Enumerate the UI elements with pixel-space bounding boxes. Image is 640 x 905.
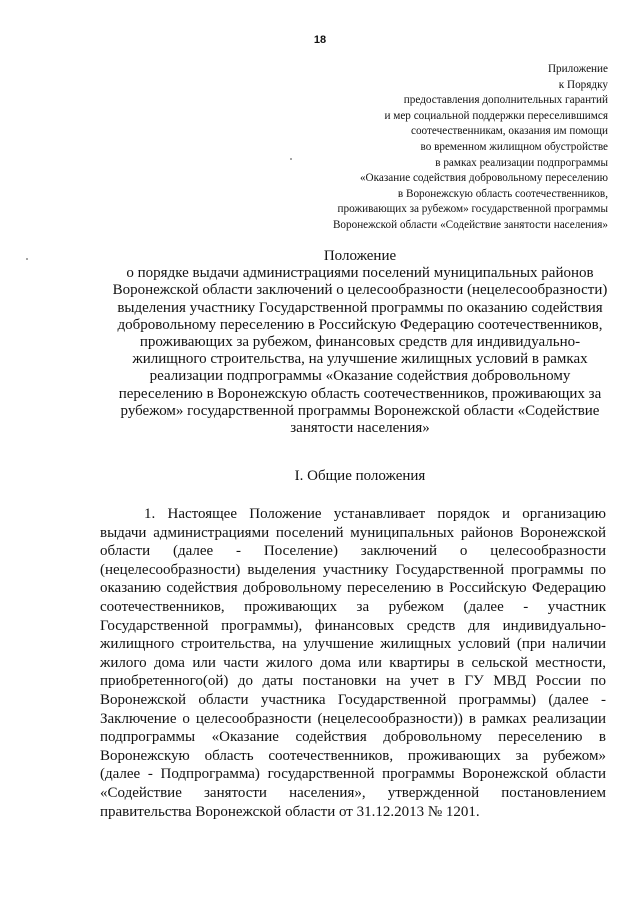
appendix-line: соотечественникам, оказания им помощи [411,125,608,138]
paragraph-line: Заключение о целесообразности (нецелесообразности)) в рамках реализации [100,710,606,727]
section-heading: I. Общие положения [294,468,426,484]
appendix-line: в рамках реализации подпрограммы [435,156,608,169]
paragraph-line: выдачи администрациями поселений муниципальных районов Воронежской [100,524,606,541]
title-line: выделения участнику Государственной программы по оказанию содействия [117,299,603,316]
appendix-line: и мер социальной поддержки переселившимся [384,109,608,122]
title-line: переселению в Воронежскую область соотечественников, проживающих за [118,385,602,402]
title-line: рубежом» государственной программы Воронежской области «Содействие [120,402,600,419]
appendix-header [268,62,608,234]
paragraph-line: области (далее - Поселение) заключений о целесообразности [100,543,606,560]
appendix-line: в Воронежскую область соотечественников, [397,187,608,200]
title-line: занятости населения» [290,420,430,437]
paragraph-line: оказанию содействия добровольному переселению в Российскую Федерацию [100,580,606,597]
appendix-line: к Порядку [558,78,608,91]
paragraph-line: «Содействие занятости населения», утвержденной постановлением [100,784,606,801]
title-line: о порядке выдачи администрациями поселений муниципальных районов [126,265,594,282]
paragraph-line: приобретенного(ой) до даты постановки на учет в ГУ МВД России по [100,673,606,690]
paragraph-line: правительства Воронежской области от 31.12.2013 № 1201. [100,803,480,820]
title-line: Положение [323,248,397,264]
paragraph-line: соотечественников, проживающих за рубежом (далее - участник [100,598,606,615]
paragraph-line: подпрограммы «Оказание содействия добровольному переселению в [100,729,606,746]
title-line: проживающих за рубежом, финансовых средств для индивидуально- [139,334,581,351]
title-line: реализации подпрограммы «Оказание содействия добровольному [149,368,571,385]
appendix-line: во временном жилищном обустройстве [420,140,608,153]
scan-speck [290,158,292,160]
scan-speck [26,258,28,260]
paragraph-line: Воронежской области участника Государственной программы) (далее - [100,691,606,708]
paragraph-line: (нецелесообразности) выделения участнику Государственной программы по [100,561,606,578]
title-line: жилищного строительства, на улучшение жилищных условий в рамках [132,351,588,368]
paragraph-line: Воронежскую область соотечественников, проживающих за рубежом» [100,747,606,764]
paragraph-line: 1. Настоящее Положение устанавливает порядок и организацию [144,506,606,522]
appendix-line: предоставления дополнительных гарантий [403,94,608,107]
title-line: добровольному переселению в Российскую Федерацию соотечественников, [117,316,603,333]
paragraph-1 [100,505,606,821]
appendix-line: «Оказание содействия добровольному переселению [359,172,608,185]
appendix-line: Воронежской области «Содействие занятости населения» [332,218,608,231]
paragraph-line: Государственной программы), финансовых средств для индивидуально- [100,617,606,634]
paragraph-line: жилищного строительства, на улучшение жилищных условий (при наличии [100,636,606,653]
paragraph-line: (далее - Подпрограмма) государственной программы Воронежской области [100,766,606,783]
paragraph-line: жилого дома или части жилого дома или квартиры в сельской местности, [100,654,606,671]
appendix-line: проживающих за рубежом» государственной программы [337,203,608,216]
title-line: Воронежской области заключений о целесообразности (нецелесообразности) [112,282,608,299]
appendix-line: Приложение [547,63,608,75]
page-number: 18 [313,34,327,46]
document-title [100,248,620,437]
